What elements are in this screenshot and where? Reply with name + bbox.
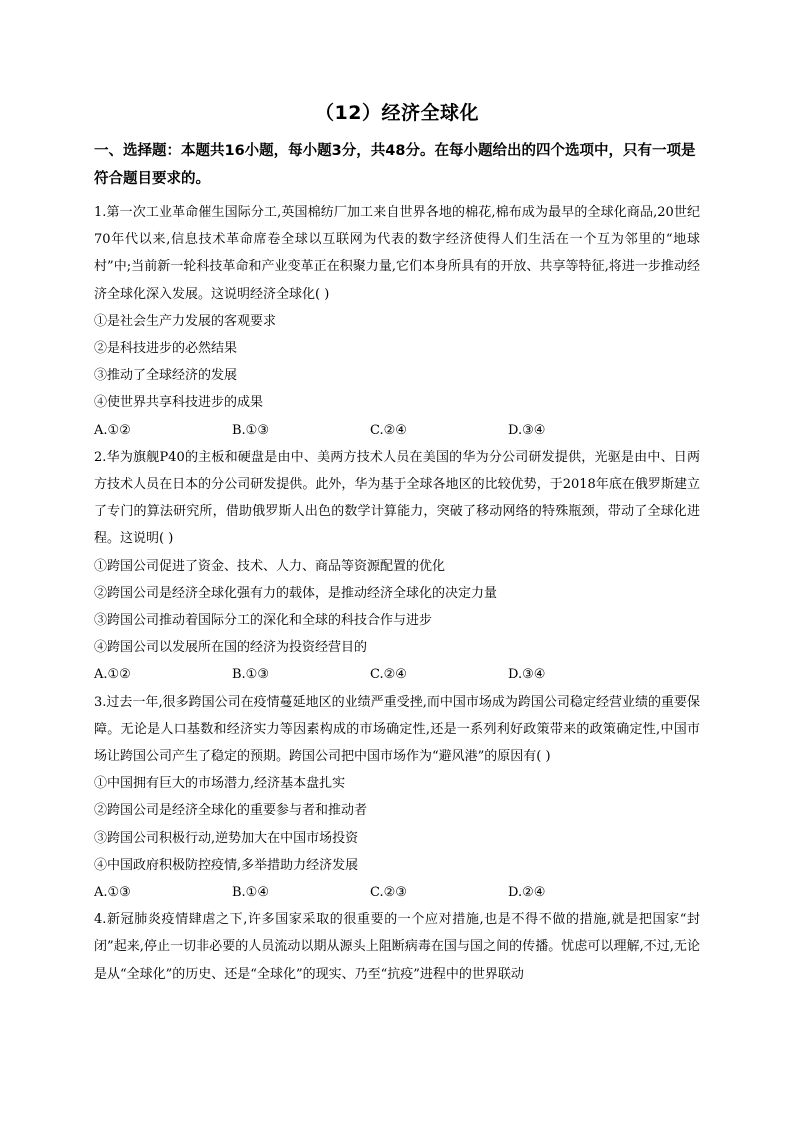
option-1: ①中国拥有巨大的市场潜力,经济基本盘扎实 (94, 776, 346, 792)
question-list (94, 199, 700, 988)
section-heading: 一、选择题：本题共16小题，每小题3分，共48分。在每小题给出的四个选项中，只有一项是符合题目要求的。 (94, 143, 696, 187)
choice-c: C.②④ (370, 667, 407, 683)
choice-b: B.①③ (232, 667, 269, 683)
question-4 (94, 906, 700, 988)
choice-d: D.③④ (508, 667, 546, 683)
choice-d: D.②④ (508, 885, 546, 901)
option-3: ③跨国公司推动着国际分工的深化和全球的科技合作与进步 (94, 613, 433, 629)
option-3: ③推动了全球经济的发展 (94, 368, 238, 384)
option-2: ②跨国公司是经济全球化的重要参与者和推动者 (94, 803, 368, 819)
option-2: ②是科技进步的必然结果 (94, 341, 238, 357)
question-stem: 3.过去一年,很多跨国公司在疫情蔓延地区的业绩严重受挫,而中国市场成为跨国公司稳定经营业绩的重要保障。无论是人口基数和经济实力等因素构成的市场确定性,还是一系列利好政策带来的政策确定性,中国市场让跨国公司产生了稳定的预期。跨国公司把中国市场作为“避风港”的原因有( ) (94, 694, 700, 765)
choice-a: A.①② (94, 422, 131, 438)
option-3: ③跨国公司积极行动,逆势加大在中国市场投资 (94, 830, 359, 846)
question-2 (94, 444, 700, 689)
option-4: ④使世界共享科技进步的成果 (94, 395, 264, 411)
answer-choices (94, 417, 700, 444)
document-title: （12）经济全球化 (315, 102, 479, 124)
option-1: ①跨国公司促进了资金、技术、人力、商品等资源配置的优化 (94, 558, 446, 574)
question-1 (94, 199, 700, 444)
option-2: ②跨国公司是经济全球化强有力的载体，是推动经济全球化的决定力量 (94, 585, 498, 601)
question-3 (94, 689, 700, 907)
option-4: ④跨国公司以发展所在国的经济为投资经营目的 (94, 640, 368, 656)
choice-c: C.②④ (370, 422, 407, 438)
question-stem: 2.华为旗舰P40的主板和硬盘是由中、美两方技术人员在美国的华为分公司研发提供，光驱是由中、日两方技术人员在日本的分公司研发提供。此外，华为基于全球各地区的比较优势，于2018年底在俄罗斯建立了专门的算法研究所，借助俄罗斯人出色的数学计算能力，突破了移动网络的特殊瓶颈，带动了全球化进程。这说明( ) (94, 449, 700, 547)
answer-choices (94, 661, 700, 688)
question-stem: 4.新冠肺炎疫情肆虐之下,许多国家采取的很重要的一个应对措施,也是不得不做的措施,就是把国家“封闭”起来,停止一切非必要的人员流动以期从源头上阻断病毒在国与国之间的传播。忧虑可以理解,不过,无论是从“全球化”的历史、还是“全球化”的现实、乃至“抗疫”进程中的世界联动 (94, 912, 700, 982)
question-stem: 1.第一次工业革命催生国际分工,英国棉纺厂加工来自世界各地的棉花,棉布成为最早的全球化商品,20世纪70年代以来,信息技术革命席卷全球以互联网为代表的数字经济使得人们生活在一个互为邻里的“地球村”中;当前新一轮科技革命和产业变革正在积聚力量,它们本身所具有的开放、共享等特征,将进一步推动经济全球化深入发展。这说明经济全球化( ) (94, 205, 700, 302)
choice-d: D.③④ (508, 422, 546, 438)
option-1: ①是社会生产力发展的客观要求 (94, 313, 277, 329)
choice-b: B.①④ (232, 885, 269, 901)
choice-a: A.①③ (94, 885, 131, 901)
choice-a: A.①② (94, 667, 131, 683)
choice-c: C.②③ (370, 885, 407, 901)
answer-choices (94, 879, 700, 906)
choice-b: B.①③ (232, 422, 269, 438)
option-4: ④中国政府积极防控疫情,多举措助力经济发展 (94, 857, 359, 873)
